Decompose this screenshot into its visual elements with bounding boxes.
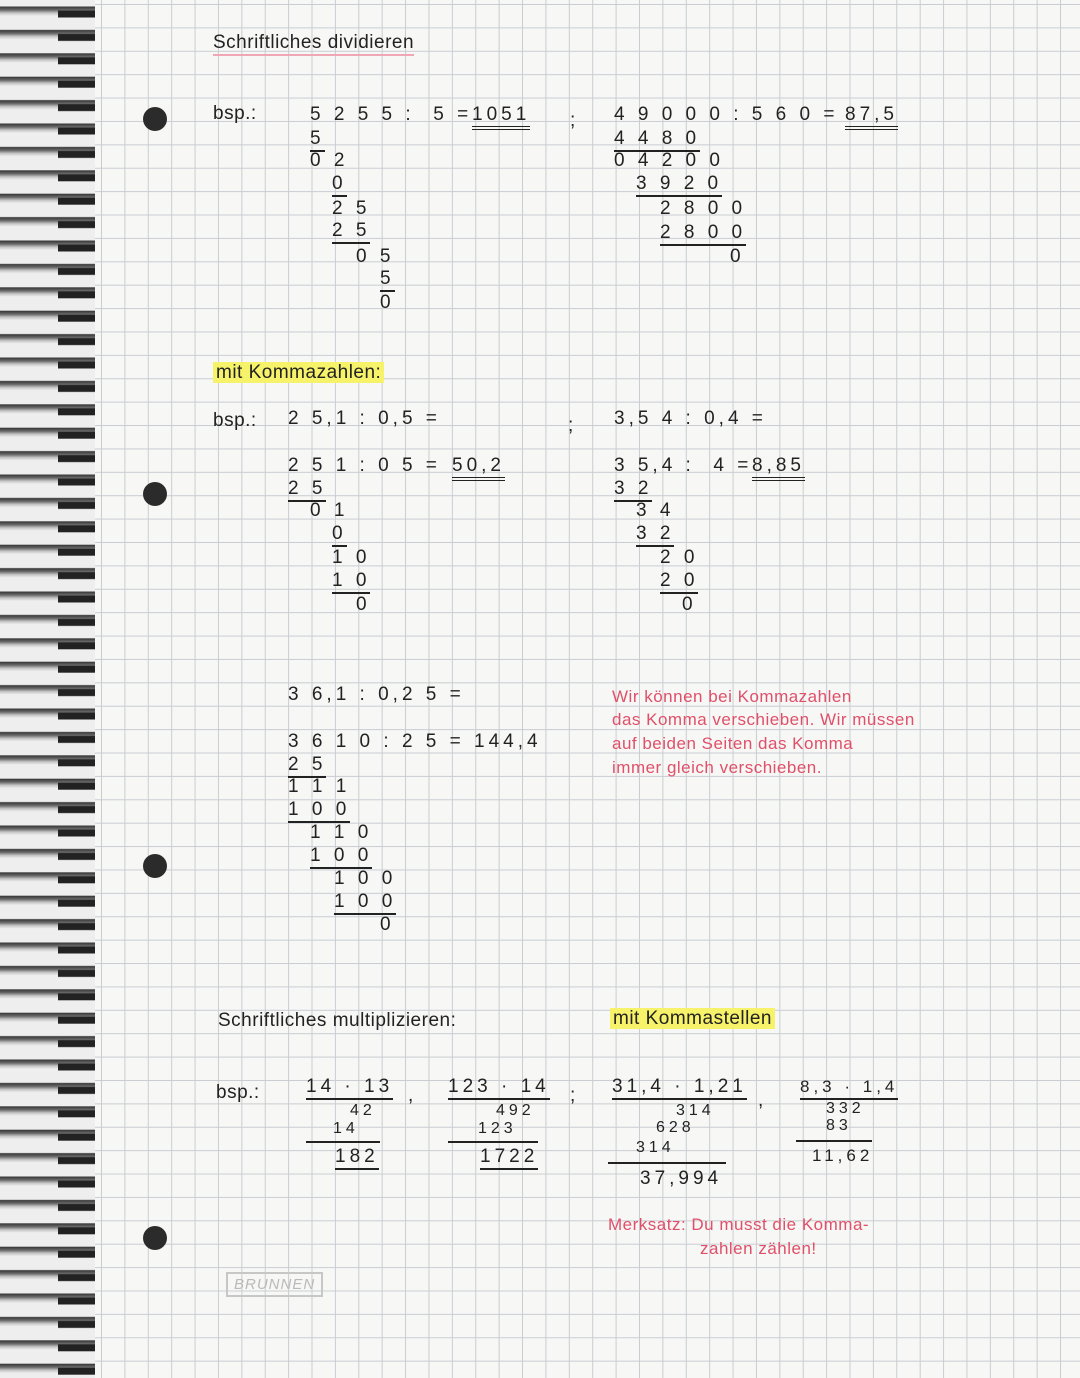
division-row: 1 0 0 (288, 799, 350, 823)
section-title-division: Schriftliches dividieren (213, 32, 414, 56)
rule-line: zahlen zählen! (700, 1239, 817, 1258)
multiplication-row: 314 (676, 1102, 715, 1119)
sum-line (306, 1141, 380, 1143)
comma-separator: , (758, 1090, 768, 1111)
separator: ; (568, 415, 578, 436)
division-row: 0 (356, 594, 371, 615)
division-row: 0 (332, 173, 347, 197)
section-title-multiplication: Schriftliches multiplizieren: (218, 1010, 457, 1031)
multiplication-row: 628 (656, 1119, 695, 1136)
notebook-spiral (0, 0, 100, 1378)
multiplication-task: 31,4 · 1,21 (612, 1076, 747, 1100)
highlighted-heading: mit Kommazahlen: (213, 362, 384, 383)
division-row: 2 8 0 0 (660, 198, 747, 219)
division-row: 0 (332, 523, 347, 547)
sum-line (448, 1141, 538, 1143)
punch-hole (143, 854, 167, 878)
multiplication-task: 8,3 · 1,4 (800, 1076, 898, 1100)
division-row: 0 4 2 0 0 (614, 150, 724, 171)
division-row: 5 (310, 128, 325, 152)
division-result: 50,2 (452, 455, 505, 481)
multiplication-task: 123 · 14 (448, 1076, 550, 1100)
sum-line (608, 1162, 726, 1164)
division-head: 4 9 0 0 0 : 5 6 0 = (614, 104, 839, 125)
division-row: 1 1 1 (288, 776, 351, 797)
division-row: 1 0 0 (334, 891, 396, 915)
division-row: 4 4 8 0 (614, 128, 700, 152)
division-row: 3 2 (636, 523, 674, 547)
division-head: 3 6 1 0 : 2 5 = (288, 731, 465, 752)
separator: ; (570, 1085, 580, 1106)
note-line: Wir können bei Kommazahlen (612, 687, 852, 706)
division-row: 3 2 (614, 478, 652, 502)
division-row: 3 9 2 0 (636, 173, 722, 197)
decimal-task: 3 6,1 : 0,2 5 = (288, 684, 465, 705)
multiplication-result: 182 (335, 1146, 379, 1170)
division-row: 0 5 (356, 246, 395, 267)
rule-line: Merksatz: Du musst die Komma- (608, 1215, 870, 1234)
multiplication-result: 1722 (480, 1146, 538, 1170)
division-head: 2 5 1 : 0 5 = (288, 455, 441, 476)
division-head: 3 5,4 : 4 = (614, 455, 753, 476)
division-row: 2 5 (288, 754, 326, 778)
division-row: 0 (682, 594, 697, 615)
division-row: 1 0 (332, 570, 370, 594)
example-label: bsp.: (213, 103, 257, 124)
separator: ; (570, 110, 580, 131)
division-row: 5 (380, 268, 395, 292)
multiplication-row: 42 (350, 1102, 376, 1119)
punch-hole (143, 1226, 167, 1250)
division-row: 2 8 0 0 (660, 222, 746, 246)
example-label: bsp.: (213, 410, 257, 431)
division-row: 2 5 (288, 478, 326, 502)
highlighted-heading: mit Kommastellen (610, 1008, 775, 1029)
division-row: 0 (730, 246, 745, 267)
punch-hole (143, 482, 167, 506)
comma-separator: , (408, 1085, 418, 1106)
note-line: das Komma verschieben. Wir müssen (612, 710, 915, 729)
multiplication-result: 11,62 (812, 1146, 874, 1165)
division-result: 144,4 (474, 731, 542, 752)
division-row: 2 0 (660, 547, 699, 568)
division-row: 3 4 (636, 500, 675, 521)
division-row: 0 (380, 292, 395, 313)
division-row: 2 0 (660, 570, 698, 594)
multiplication-row: 14 (333, 1120, 359, 1137)
division-row: 1 1 0 (310, 822, 373, 843)
multiplication-result: 37,994 (640, 1168, 723, 1189)
multiplication-row: 83 (826, 1117, 852, 1134)
section-heading-decimals (213, 362, 384, 384)
punch-hole (143, 107, 167, 131)
division-row: 1 0 0 (310, 845, 372, 869)
division-row: 2 5 (332, 220, 370, 244)
section-heading-decimals (610, 1008, 775, 1030)
division-row: 0 2 (310, 150, 349, 171)
division-row: 2 5 (332, 198, 371, 219)
multiplication-row: 492 (496, 1102, 535, 1119)
note-line: immer gleich verschieben. (612, 758, 822, 777)
division-head: 5 2 5 5 : 5 = (310, 104, 473, 125)
division-result: 1051 (472, 104, 530, 130)
division-row: 0 (380, 914, 395, 935)
division-result: 8,85 (752, 455, 805, 481)
multiplication-row: 332 (826, 1100, 865, 1117)
division-row: 1 0 (332, 547, 371, 568)
brand-logo: BRUNNEN (226, 1272, 323, 1297)
note-line: auf beiden Seiten das Komma (612, 734, 854, 753)
grid-paper (95, 0, 1080, 1378)
division-row: 1 0 0 (334, 868, 397, 889)
decimal-task: 3,5 4 : 0,4 = (614, 408, 767, 429)
decimal-task: 2 5,1 : 0,5 = (288, 408, 441, 429)
division-row: 0 1 (310, 500, 349, 521)
multiplication-row: 314 (636, 1139, 675, 1156)
multiplication-task: 14 · 13 (306, 1076, 393, 1100)
division-result: 87,5 (845, 104, 898, 130)
example-label: bsp.: (216, 1082, 260, 1103)
multiplication-row: 123 (478, 1120, 517, 1137)
sum-line (796, 1140, 872, 1142)
